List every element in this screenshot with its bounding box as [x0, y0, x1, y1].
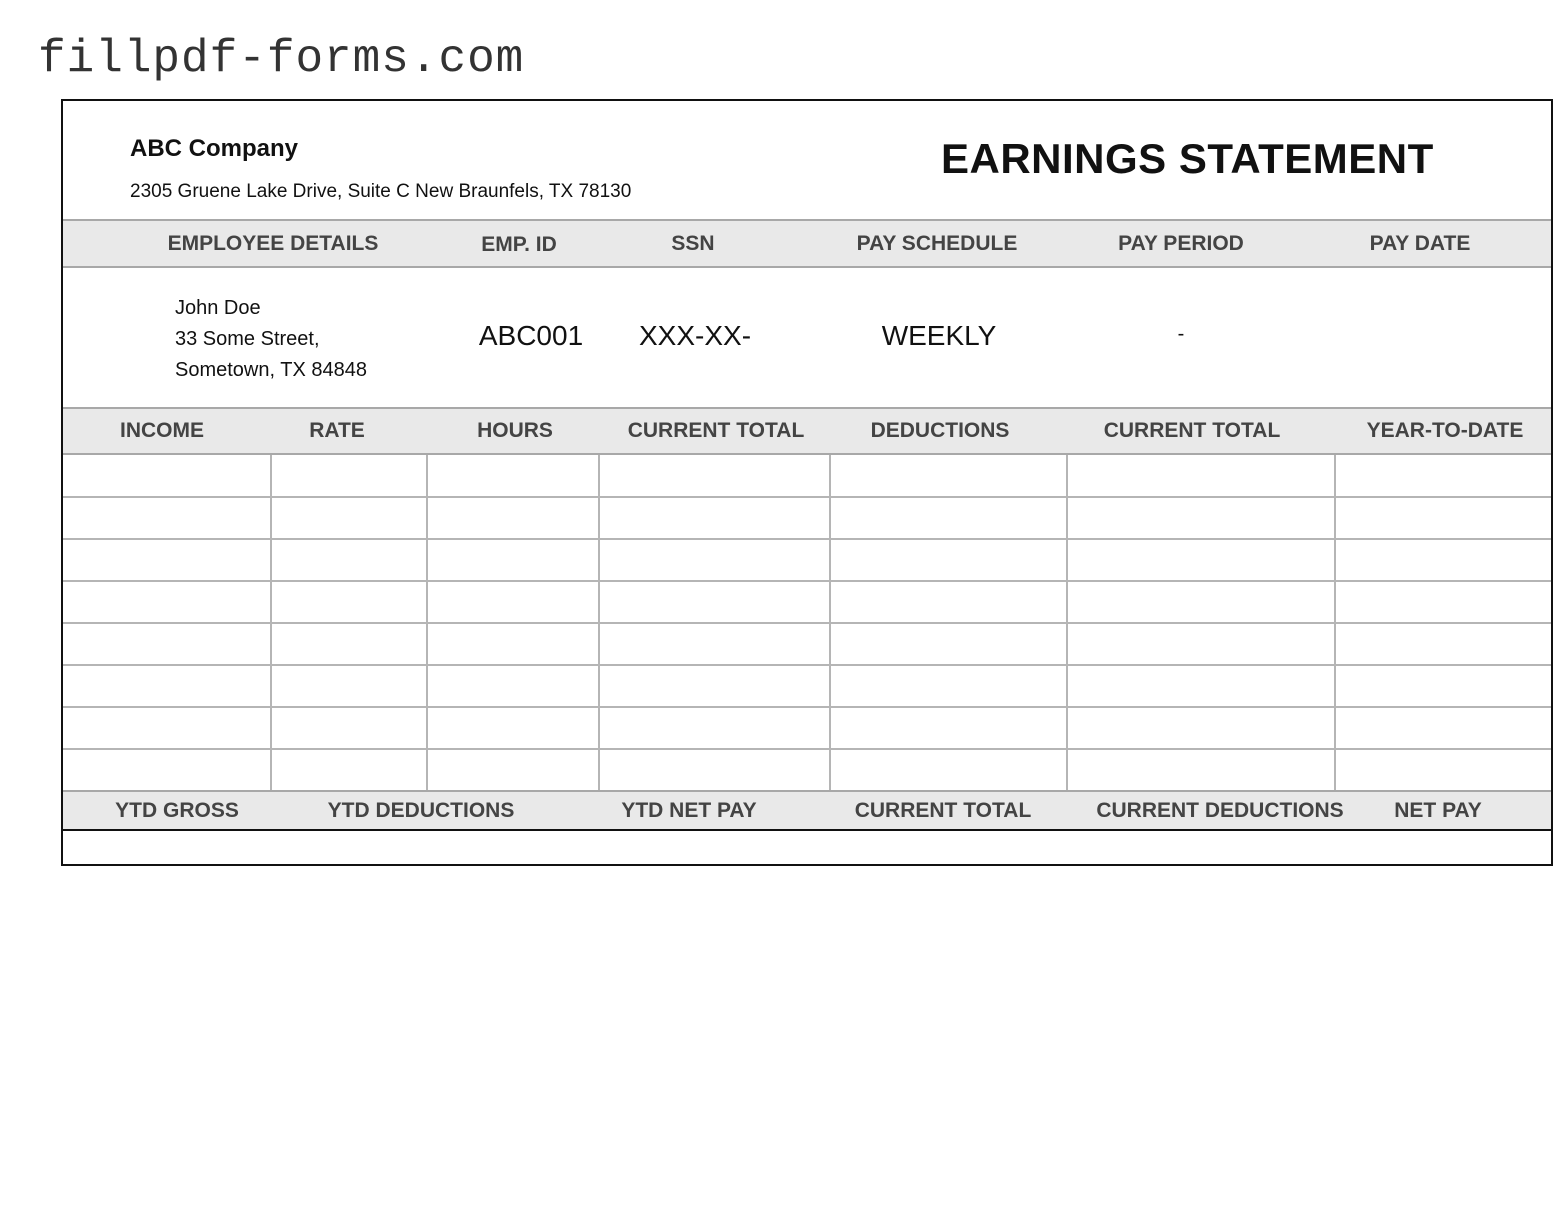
employee-name: John Doe — [175, 297, 261, 319]
employee-city: Sometown, TX 84848 — [175, 359, 367, 381]
table-row-divider — [63, 496, 1551, 498]
document-title: EARNINGS STATEMENT — [941, 135, 1434, 182]
deductions-header: DEDUCTIONS — [870, 419, 1010, 442]
ssn-value: XXX-XX- — [638, 320, 752, 351]
table-row-divider — [63, 538, 1551, 540]
ssn-header: SSN — [671, 231, 715, 255]
employee-header-band — [63, 219, 1551, 268]
table-column-divider — [829, 455, 831, 790]
pay-period-value: - — [1177, 323, 1185, 345]
pay-schedule-value: WEEKLY — [881, 320, 997, 351]
table-row-divider — [63, 748, 1551, 750]
table-column-divider — [1334, 455, 1336, 790]
table-row-divider — [63, 580, 1551, 582]
pay-schedule-header: PAY SCHEDULE — [856, 231, 1018, 255]
income-table-header-band — [63, 407, 1551, 455]
income-current-total-header: CURRENT TOTAL — [627, 419, 805, 442]
ytd-net-pay-header: YTD NET PAY — [621, 798, 757, 822]
pay-period-header: PAY PERIOD — [1118, 231, 1244, 255]
deductions-current-total-header: CURRENT TOTAL — [1103, 419, 1281, 442]
employee-details-header: EMPLOYEE DETAILS — [167, 231, 379, 255]
summary-header-band — [63, 790, 1551, 831]
pay-date-header: PAY DATE — [1369, 231, 1471, 255]
table-row-divider — [63, 664, 1551, 666]
rate-header: RATE — [309, 419, 365, 442]
table-column-divider — [426, 455, 428, 790]
company-address: 2305 Gruene Lake Drive, Suite C New Braunfels, TX 78130 — [130, 181, 632, 202]
site-watermark: fillpdf-forms.com — [38, 33, 525, 85]
income-header: INCOME — [120, 419, 204, 442]
company-name: ABC Company — [130, 135, 299, 162]
emp-id-header: EMP. ID — [481, 232, 557, 256]
table-row-divider — [63, 622, 1551, 624]
net-pay-header: NET PAY — [1394, 798, 1482, 822]
ytd-gross-header: YTD GROSS — [115, 798, 239, 822]
emp-id-value: ABC001 — [478, 320, 584, 351]
summary-current-total-header: CURRENT TOTAL — [854, 798, 1032, 822]
table-column-divider — [598, 455, 600, 790]
ytd-deductions-header: YTD DEDUCTIONS — [327, 798, 515, 822]
employee-street: 33 Some Street, — [175, 328, 320, 350]
table-column-divider — [1066, 455, 1068, 790]
year-to-date-header: YEAR-TO-DATE — [1366, 419, 1524, 442]
table-column-divider — [270, 455, 272, 790]
hours-header: HOURS — [477, 419, 553, 442]
employee-address-block — [175, 293, 367, 386]
earnings-statement-form — [61, 99, 1553, 866]
current-deductions-header: CURRENT DEDUCTIONS — [1096, 798, 1344, 822]
table-row-divider — [63, 706, 1551, 708]
